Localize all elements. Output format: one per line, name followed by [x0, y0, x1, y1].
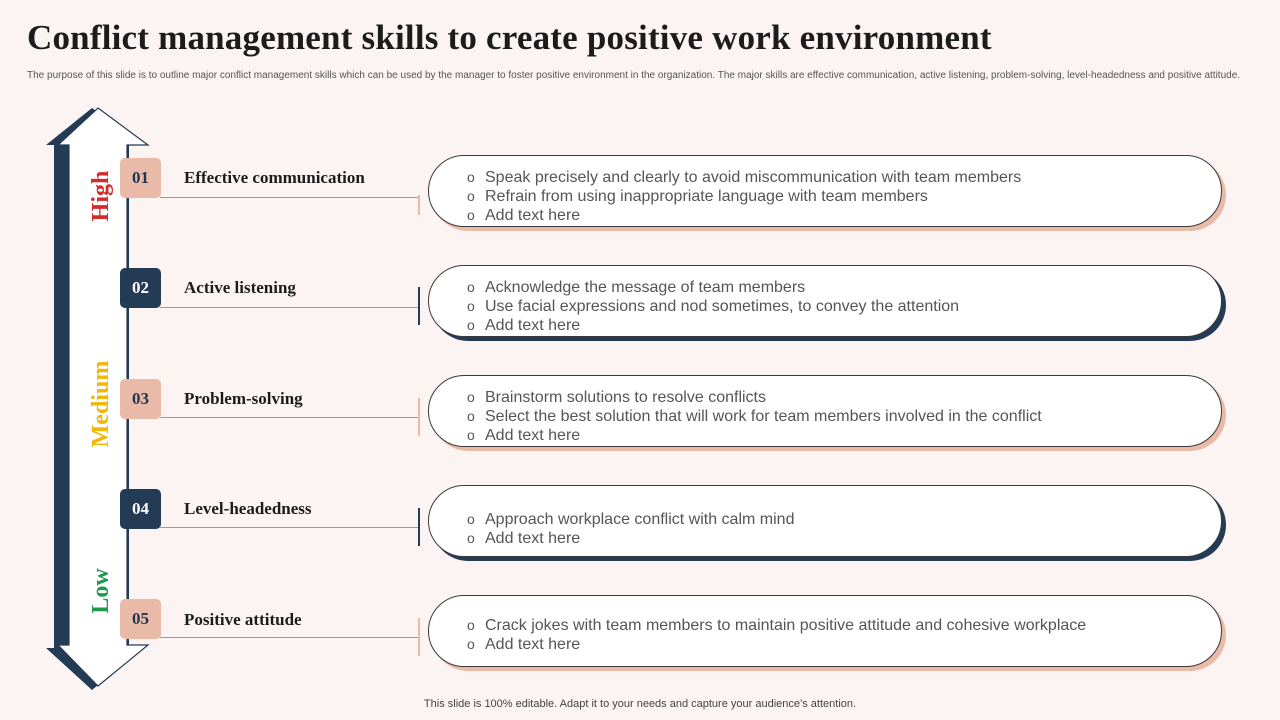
page-subtitle: The purpose of this slide is to outline major conflict management skills which can be used by the manager to foster positive environment in the organization. The major skills are effective communication, active listening, problem-solving, level-headedness and positive attitude. — [27, 70, 1241, 81]
bullet-item — [467, 206, 1221, 225]
connector-end-bar — [418, 287, 420, 325]
skill-name: Effective communication — [184, 168, 365, 187]
skill-detail-box — [428, 155, 1222, 227]
skill-number-badge: 04 — [120, 489, 161, 529]
bullet-item — [467, 297, 1221, 316]
bullet-item — [467, 187, 1221, 206]
bullet-text: Use facial expressions and nod sometimes, to convey the attention — [485, 298, 960, 315]
bullet-text: Add text here — [485, 427, 581, 444]
skill-row — [0, 260, 1280, 340]
skill-name: Level-headedness — [184, 499, 312, 518]
bullet-item — [467, 316, 1221, 335]
connector-line — [160, 527, 420, 528]
skill-number-badge: 05 — [120, 599, 161, 639]
bullet-list — [467, 388, 1221, 445]
bullet-circle-icon: o — [467, 169, 475, 185]
connector-end-bar — [418, 508, 420, 546]
bullet-item — [467, 510, 1221, 529]
skill-name: Active listening — [184, 278, 296, 297]
bullet-circle-icon: o — [467, 617, 475, 633]
bullet-circle-icon: o — [467, 298, 475, 314]
skill-detail-box — [428, 595, 1222, 667]
bullet-item — [467, 168, 1221, 187]
bullet-list — [467, 616, 1221, 654]
bullet-circle-icon: o — [467, 530, 475, 546]
connector-end-bar — [418, 398, 420, 436]
bullet-item — [467, 388, 1221, 407]
bullet-circle-icon: o — [467, 317, 475, 333]
bullet-text: Crack jokes with team members to maintain positive attitude and cohesive workplace — [485, 617, 1087, 634]
connector-line — [160, 197, 420, 198]
connector-line — [160, 417, 420, 418]
bullet-circle-icon: o — [467, 636, 475, 652]
skill-name: Positive attitude — [184, 610, 302, 629]
bullet-text: Add text here — [485, 636, 581, 653]
level-high-label: High — [88, 170, 114, 222]
bullet-circle-icon: o — [467, 389, 475, 405]
bullet-list — [467, 510, 1221, 548]
skill-number-badge: 01 — [120, 158, 161, 198]
skill-name: Problem-solving — [184, 389, 303, 408]
bullet-circle-icon: o — [467, 188, 475, 204]
skill-detail-box — [428, 265, 1222, 337]
bullet-circle-icon: o — [467, 207, 475, 223]
bullet-text: Add text here — [485, 530, 581, 547]
level-low-label: Low — [88, 568, 114, 614]
bullet-text: Add text here — [485, 317, 581, 334]
skill-detail-box — [428, 375, 1222, 447]
connector-end-bar — [418, 618, 420, 656]
bullet-item — [467, 407, 1221, 426]
skill-row — [0, 150, 1280, 230]
connector-end-bar — [418, 195, 420, 215]
bullet-circle-icon: o — [467, 408, 475, 424]
bullet-text: Add text here — [485, 207, 581, 224]
bullet-text: Brainstorm solutions to resolve conflicts — [485, 389, 766, 406]
bullet-list — [467, 168, 1221, 225]
connector-line — [160, 307, 420, 308]
level-medium-label: Medium — [88, 360, 114, 448]
bullet-item — [467, 529, 1221, 548]
bullet-circle-icon: o — [467, 511, 475, 527]
bullet-item — [467, 426, 1221, 445]
connector-line — [160, 637, 420, 638]
skill-row — [0, 590, 1280, 670]
skill-row — [0, 480, 1280, 560]
skill-detail-box — [428, 485, 1222, 557]
bullet-text: Refrain from using inappropriate language with team members — [485, 188, 928, 205]
bullet-text: Acknowledge the message of team members — [485, 279, 806, 296]
bullet-item — [467, 635, 1221, 654]
skill-row — [0, 370, 1280, 450]
bullet-text: Select the best solution that will work for team members involved in the conflict — [485, 408, 1042, 425]
bullet-item — [467, 278, 1221, 297]
bullet-text: Speak precisely and clearly to avoid miscommunication with team members — [485, 169, 1022, 186]
bullet-text: Approach workplace conflict with calm mind — [485, 511, 795, 528]
bullet-item — [467, 616, 1221, 635]
page-title: Conflict management skills to create positive work environment — [27, 18, 992, 57]
footer-note: This slide is 100% editable. Adapt it to your needs and capture your audience’s attention. — [423, 698, 857, 710]
bullet-list — [467, 278, 1221, 335]
bullet-circle-icon: o — [467, 427, 475, 443]
skill-number-badge: 03 — [120, 379, 161, 419]
bullet-circle-icon: o — [467, 279, 475, 295]
skill-number-badge: 02 — [120, 268, 161, 308]
